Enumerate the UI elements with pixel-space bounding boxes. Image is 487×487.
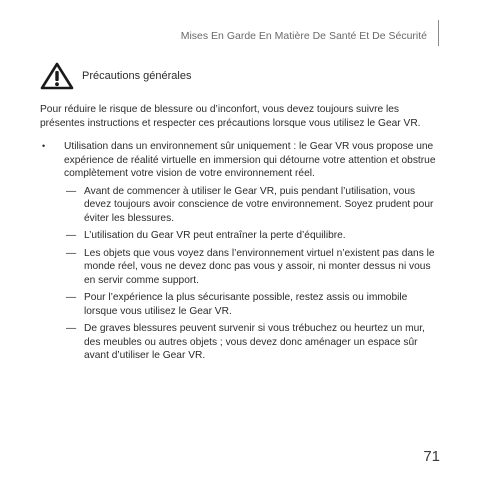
sub-item — [66, 322, 440, 363]
sub-item — [66, 247, 440, 288]
bullet-text: Utilisation dans un environnement sûr uniquement : le Gear VR vous propose une expérience de réalité virtuelle en immersion qui détourne votre attention et obstrue complètement votre vision de votre environnement réel. — [64, 141, 436, 179]
warning-triangle-icon — [40, 62, 74, 90]
dash-mark: — — [66, 323, 77, 334]
sub-item — [66, 291, 440, 318]
sub-item-text: Les objets que vous voyez dans l’environnement virtuel n’existent pas dans le monde réel, vous ne devez donc pas vous y assoir, ni monter dessus ni vous en servir comme support. — [84, 247, 435, 286]
sub-item-text: Pour l’expérience la plus sécurisante possible, restez assis ou immobile lorsque vous utilisez le Gear VR. — [84, 292, 408, 317]
dash-mark: — — [66, 230, 77, 241]
content-body — [40, 103, 440, 363]
dash-mark: — — [66, 185, 77, 197]
intro-paragraph: Pour réduire le risque de blessure ou d’inconfort, vous devez toujours suivre les présentes instructions et respecter ces précautions lorsque vous utilisez le Gear VR. — [40, 104, 421, 129]
sub-item-text: L’utilisation du Gear VR peut entraîner la perte d’équilibre. — [84, 230, 346, 241]
bullet-mark: • — [42, 141, 46, 151]
section-title: Précautions générales — [82, 70, 192, 82]
page-number: 71 — [423, 448, 440, 465]
page-header-title: Mises En Garde En Matière De Santé Et De Sécurité — [180, 30, 427, 42]
section-heading — [40, 62, 191, 90]
sub-item — [66, 229, 440, 243]
sub-item-text: Avant de commencer à utiliser le Gear VR, puis pendant l’utilisation, vous devez toujours avoir conscience de votre environnement. Soyez prudent pour éviter les blessures. — [84, 185, 434, 224]
dash-mark: — — [66, 292, 77, 303]
sub-item — [66, 185, 440, 226]
dash-mark: — — [66, 247, 77, 259]
header-divider — [438, 20, 439, 46]
sub-list — [40, 185, 440, 363]
sub-item-text: De graves blessures peuvent survenir si vous trébuchez ou heurtez un mur, des meubles ou autres objets ; vous devez donc aménager un espace sûr avant d’utiliser le Gear VR. — [84, 323, 425, 361]
bullet-item — [40, 140, 440, 181]
